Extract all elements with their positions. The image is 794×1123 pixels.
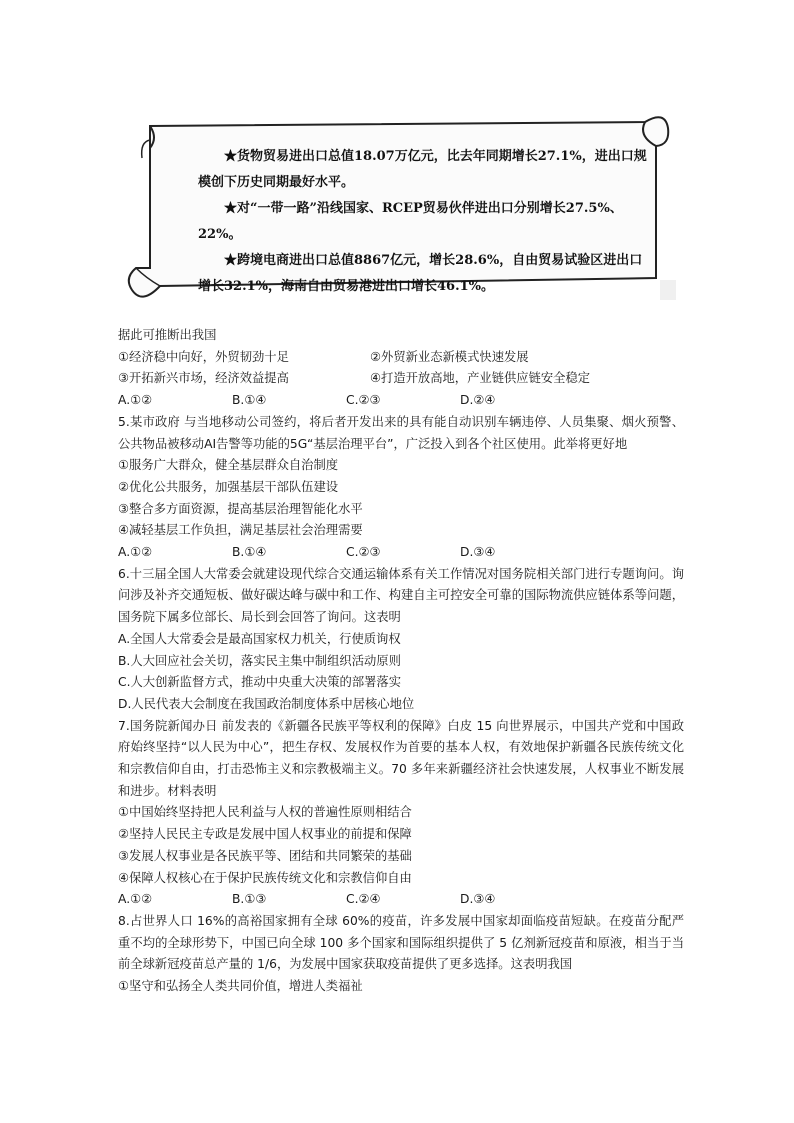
choice-a: A.①②	[118, 393, 153, 408]
q4-options-row1	[118, 347, 684, 369]
q8-stem: 8.占世界人口 16%的高裕国家拥有全球 60%的疫苗，许多发展中国家却面临疫苗短缺。在疫苗分配严重不均的全球形势下，中国已向全球 100 多个国家和国际组织提供了 5 亿剂新冠疫苗和原液，相当于当前全球新冠疫苗总产量的 1/6，为发展中国家获取疫苗提供了更多选择。这表明我国	[118, 913, 684, 972]
scroll-line: ★货物贸易进出口总值18.07万亿元，比去年同期增长27.1%，进出口规模创下历史同期最好水平。	[198, 149, 647, 190]
q4-options-row2	[118, 368, 684, 390]
choice-a: A.①②	[118, 545, 153, 560]
q5-option: ①服务广大群众，健全基层群众自治制度	[118, 458, 339, 473]
scroll-text	[198, 144, 648, 300]
q5-option: ②优化公共服务，加强基层干部队伍建设	[118, 479, 339, 494]
q5-stem: 5.某市政府 与当地移动公司签约，将后者开发出来的具有能自动识别车辆违停、人员集聚、烟火预警、公共物品被移动AI告警等功能的5G“基层治理平台”，广泛投入到各个社区使用。此举将更好地	[118, 414, 684, 451]
q5-option: ④减轻基层工作负担，满足基层社会治理需要	[118, 523, 363, 538]
choice-a: A.①②	[118, 892, 153, 907]
choice-c: C.②③	[346, 393, 381, 408]
q6-option: D.人民代表大会制度在我国政治制度体系中居核心地位	[118, 696, 415, 711]
q7-option: ②坚持人民民主专政是发展中国人权事业的前提和保障	[118, 827, 412, 842]
q6-option: A.全国人大常委会是最高国家权力机关，行使质询权	[118, 631, 401, 646]
question-content	[118, 325, 684, 998]
q4-option: ④打造开放高地，产业链供应链安全稳定	[370, 371, 591, 386]
choice-d: D.②④	[460, 393, 496, 408]
q6-option: B.人大回应社会关切，落实民主集中制组织活动原则	[118, 653, 401, 668]
q7-option: ①中国始终坚持把人民利益与人权的普遍性原则相结合	[118, 805, 412, 820]
q6-stem: 6.十三届全国人大常委会就建设现代综合交通运输体系有关工作情况对国务院相关部门进行专题询问。询问涉及补齐交通短板、做好碳达峰与碳中和工作、构建自主可控安全可靠的国际物流供应链体系等问题，国务院下属多位部长、局长到会回答了询问。这表明	[118, 566, 684, 625]
q5-option: ③整合多方面资源，提高基层治理智能化水平	[118, 501, 363, 516]
q7-option: ④保障人权核心在于保护民族传统文化和宗教信仰自由	[118, 870, 412, 885]
q4-option: ③开拓新兴市场，经济效益提高	[118, 371, 289, 386]
choice-d: D.③④	[460, 545, 496, 560]
scroll-banner	[120, 100, 680, 305]
q7-option: ③发展人权事业是各民族平等、团结和共同繁荣的基础	[118, 848, 412, 863]
choice-c: C.②③	[346, 545, 381, 560]
choice-c: C.②④	[346, 892, 381, 907]
choice-b: B.①④	[232, 545, 267, 560]
choice-d: D.③④	[460, 892, 496, 907]
choice-b: B.①④	[232, 393, 267, 408]
q4-option: ①经济稳中向好，外贸韧劲十足	[118, 349, 289, 364]
q4-option: ②外贸新业态新模式快速发展	[370, 349, 529, 364]
q7-choices	[118, 889, 684, 911]
q4-choices	[118, 390, 684, 412]
q7-stem: 7.国务院新闻办日 前发表的《新疆各民族平等权利的保障》白皮 15 向世界展示，中国共产党和中国政府始终坚持“以人民为中心”，把生存权、发展权作为首要的基本人权，有效地保护新疆各民族传统文化和宗教信仰自由，打击恐怖主义和宗教极端主义。70 多年来新疆经济社会快速发展，人权事业不断发展和进步。材料表明	[118, 718, 684, 798]
scroll-line: ★对“一带一路”沿线国家、RCEP贸易伙伴进出口分别增长27.5%、22%。	[198, 201, 623, 242]
q5-choices	[118, 542, 684, 564]
scroll-line: ★跨境电商进出口总值8867亿元，增长28.6%，自由贸易试验区进出口增长32.1%，海南自由贸易港进出口增长46.1%。	[198, 253, 643, 294]
q8-option: ①坚守和弘扬全人类共同价值，增进人类福祉	[118, 979, 363, 994]
q4-stem: 据此可推断出我国	[118, 328, 217, 342]
q6-option: C.人大创新监督方式，推动中央重大决策的部署落实	[118, 675, 402, 690]
choice-b: B.①③	[232, 892, 267, 907]
